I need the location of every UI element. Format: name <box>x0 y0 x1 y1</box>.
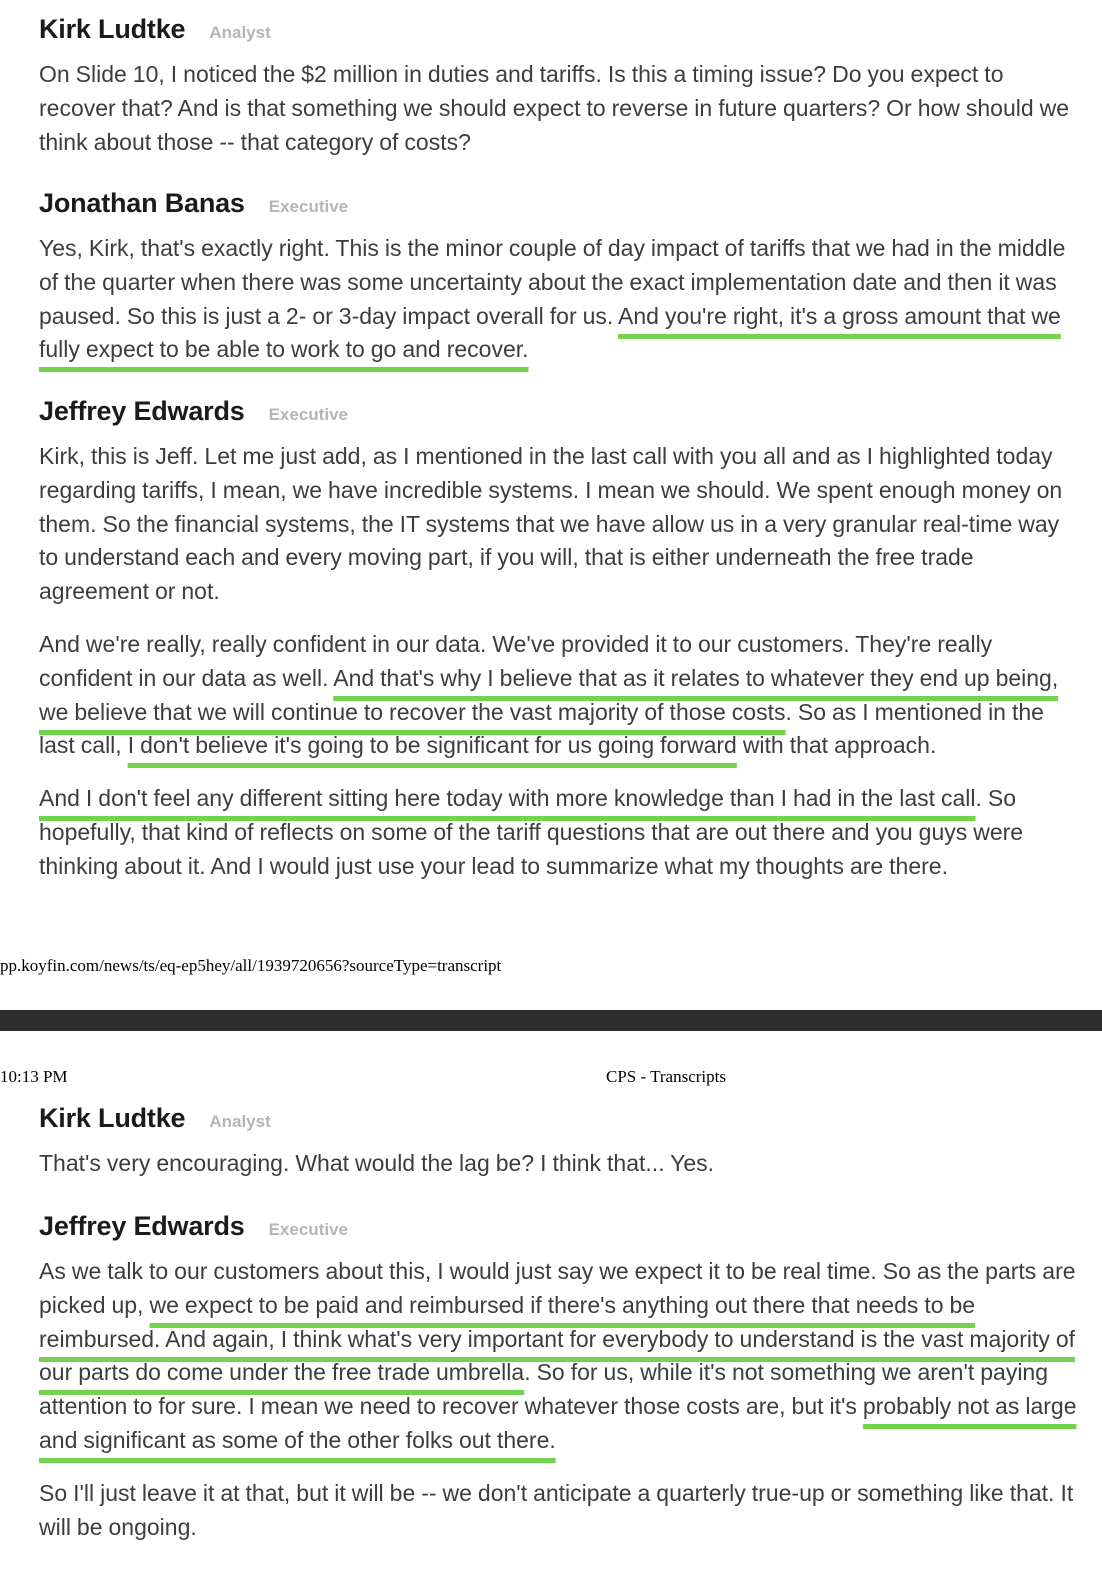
highlighted-text: And I don't feel any different sitting here today with more knowledge than I had in the last call <box>39 785 976 812</box>
highlighted-text: And you're right, it's a gross amount that we fully expect to be able to work to go and recover. <box>39 302 1061 363</box>
highlighted-text: we expect to be paid and reimbursed if there's anything out there that needs to be reimbursed. And again, I think what's very important for everybody to understand is the vast majority of our parts do come under the free trade umbrella <box>39 1291 1076 1386</box>
highlighted-text: I don't believe it's going to be significant for us going forward <box>127 732 737 759</box>
speaker-paragraph <box>39 1255 1079 1458</box>
speaker-header <box>39 14 1079 54</box>
speaker-paragraph <box>39 232 1079 367</box>
speaker-block-kirk-ludtke-2 <box>39 1103 1079 1181</box>
page-divider <box>0 1010 1102 1031</box>
speaker-name: Jonathan Banas <box>39 188 245 218</box>
speaker-paragraph: On Slide 10, I noticed the $2 million in duties and tariffs. Is this a timing issue? Do you expect to recover that? And is that something we should expect to reverse in future quarters? Or how should we think about those -- that category of costs? <box>39 61 1070 155</box>
speaker-header <box>39 188 1079 228</box>
speaker-paragraph: That's very encouraging. What would the lag be? I think that... Yes. <box>39 1150 715 1176</box>
speaker-name: Kirk Ludtke <box>39 1103 186 1133</box>
speaker-role-badge: Analyst <box>209 23 271 42</box>
paragraph-text: And we're really, really confident in our data. We've provided it to our customers. They're really confident in our data as well. <box>39 630 993 691</box>
speaker-role-badge: Executive <box>268 1220 348 1239</box>
speaker-block-jeffrey-edwards-1 <box>39 396 1079 884</box>
paragraph-text: with that approach. <box>736 732 937 759</box>
speaker-paragraph <box>39 628 1079 763</box>
speaker-paragraph <box>39 782 1079 883</box>
highlighted-text: probably not as large and significant as some of the other folks out there. <box>39 1393 1077 1453</box>
paragraph-text: Yes, Kirk, that's exactly right. This is the minor couple of day impact of tariffs that we had in the middle of the quarter when there was some uncertainty about the exact implementation date and then it was paused. So this is just a 2- or 3-day impact overall for us. <box>39 235 1066 329</box>
speaker-role-badge: Analyst <box>209 1112 271 1131</box>
speaker-name: Jeffrey Edwards <box>39 1211 245 1241</box>
print-footer-url: pp.koyfin.com/news/ts/eq-ep5hey/all/1939720656?sourceType=transcript <box>0 956 502 975</box>
speaker-role-badge: Executive <box>268 405 348 424</box>
speaker-block-jeffrey-edwards-2 <box>39 1211 1079 1544</box>
paragraph-text: . So for us, while it's not something we aren't paying attention to for sure. I mean we need to recover whatever those costs are, but it's <box>39 1359 1049 1420</box>
speaker-block-kirk-ludtke-1 <box>39 14 1079 159</box>
paragraph-text: . So hopefully, that kind of reflects on some of the tariff questions that are out there and you guys were thinking about it. And I would just use your lead to summarize what my thoughts are there. <box>39 785 1024 879</box>
speaker-name: Jeffrey Edwards <box>39 396 245 426</box>
highlighted-text: And that's why I believe that as it relates to whatever they end up being, we believe that we will continue to recover the vast majority of those costs <box>39 664 1059 725</box>
speaker-name: Kirk Ludtke <box>39 14 186 44</box>
speaker-role-badge: Executive <box>268 197 349 216</box>
speaker-paragraph: Kirk, this is Jeff. Let me just add, as I mentioned in the last call with you all and as I highlighted today regarding tariffs, I mean, we have incredible systems. I mean we should. We spent enough money on them. So the financial systems, the IT systems that we have allow us in a very granular real-time way to understand each and every moving part, if you will, that is either underneath the free trade agreement or not. <box>39 443 1063 605</box>
speaker-header <box>39 1103 1079 1143</box>
print-header-title: CPS - Transcripts <box>606 1067 726 1086</box>
speaker-paragraph: So I'll just leave it at that, but it will be -- we don't anticipate a quarterly true-up or something like that. It will be ongoing. <box>39 1479 1074 1540</box>
paragraph-text: As we talk to our customers about this, I would just say we expect it to be real time. So as the parts are picked up, <box>39 1258 1076 1318</box>
speaker-header <box>39 1211 1079 1251</box>
speaker-header <box>39 396 1079 436</box>
print-header-time: 10:13 PM <box>0 1067 68 1086</box>
speaker-block-jonathan-banas <box>39 188 1079 367</box>
paragraph-text: . So as I mentioned in the last call, <box>39 698 1044 759</box>
